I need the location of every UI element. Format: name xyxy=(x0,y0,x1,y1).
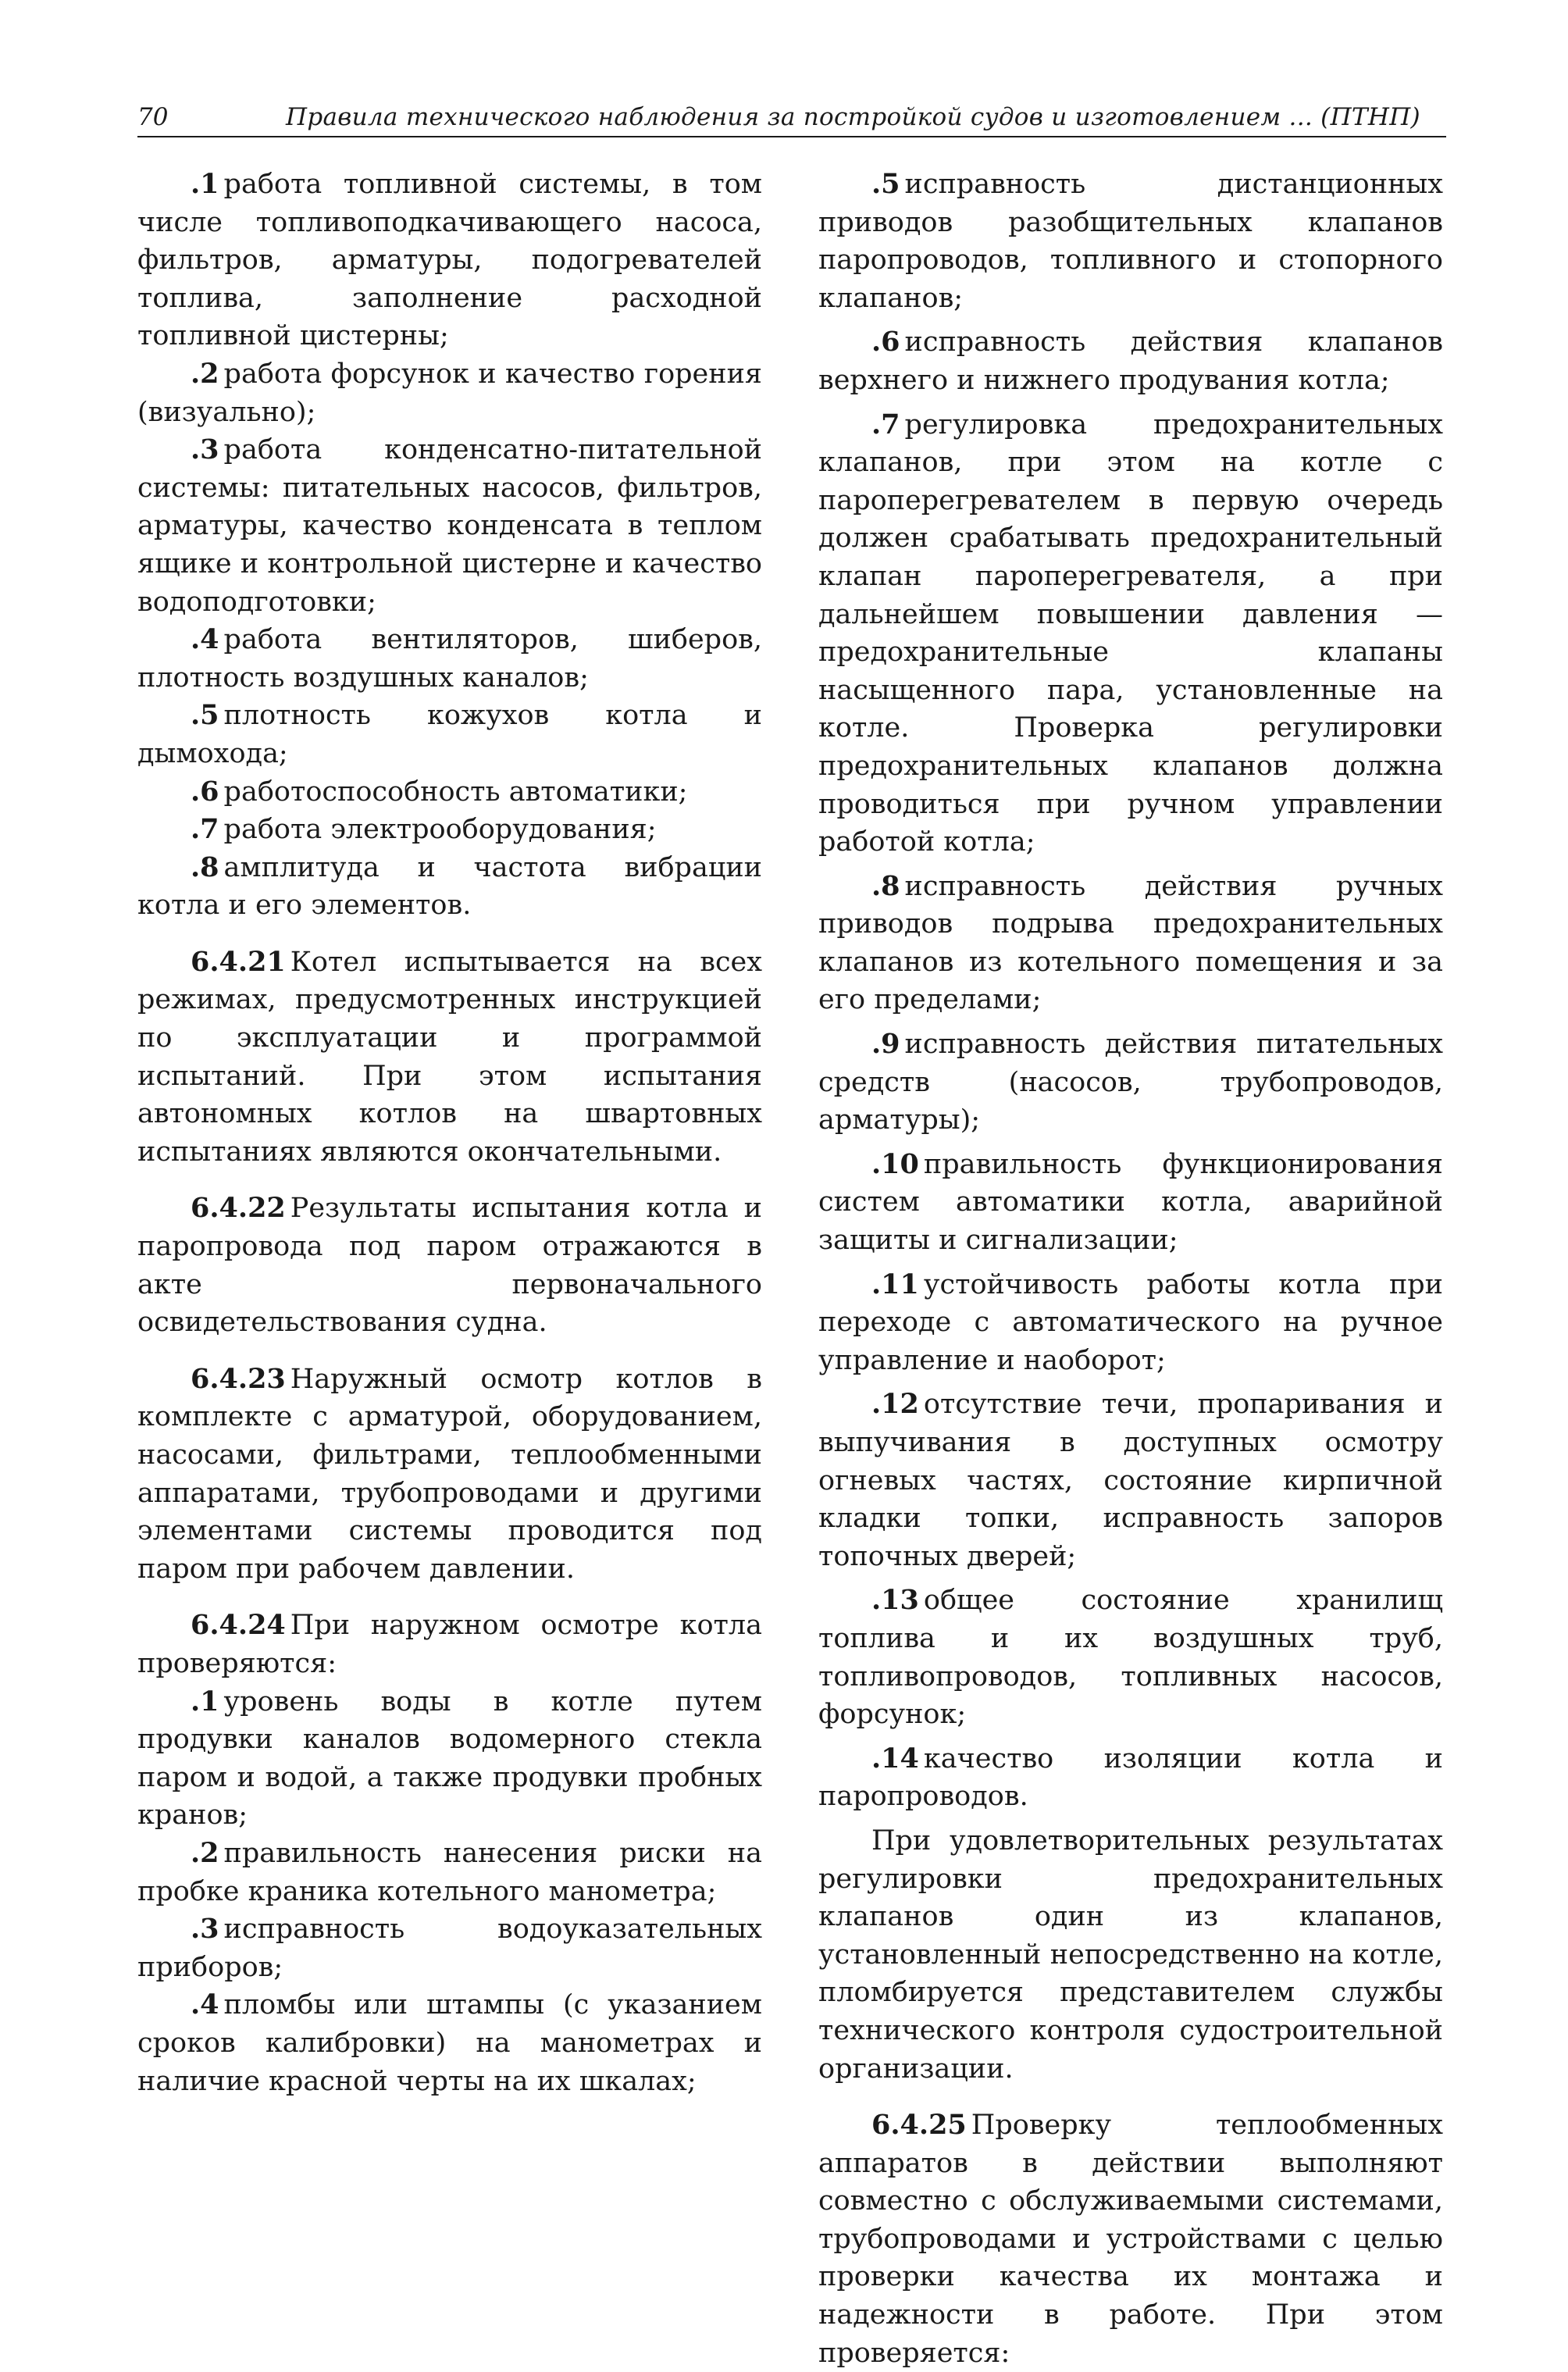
list-item xyxy=(818,406,1443,861)
section-paragraph xyxy=(137,1607,762,1682)
item-text: общее состояние хранилищ топлива и их воздушных труб, топливопроводов, топливных насосов, форсунок; xyxy=(818,1585,1443,1731)
item-number: .3 xyxy=(191,1913,219,1946)
section-paragraph xyxy=(137,943,762,1172)
list-item xyxy=(818,1025,1443,1140)
item-text: правильность функционирования систем автоматики котла, аварийной защиты и сигнализации; xyxy=(818,1148,1443,1257)
item-text: Результаты испытания котла и паропровода под паром отражаются в акте первоначального освидетельствования судна. xyxy=(137,1193,762,1339)
list-item xyxy=(818,1386,1443,1575)
list-item xyxy=(818,1740,1443,1816)
item-text: работа электрооборудования; xyxy=(223,814,657,846)
item-text: При удовлетворительных результатах регулировки предохранительных клапанов один из клапанов, установленный непосредственно на котле, пломбируется представителем службы технического контроля судостроительной организации. xyxy=(818,1824,1443,2085)
list-item xyxy=(137,697,762,772)
item-number: .7 xyxy=(871,408,900,441)
list-item xyxy=(137,166,762,355)
item-text: работа вентиляторов, шиберов, плотность воздушных каналов; xyxy=(137,624,762,694)
item-text: уровень воды в котле путем продувки каналов водомерного стекла паром и водой, а также продувки пробных кранов; xyxy=(137,1685,762,1832)
list-item xyxy=(137,849,762,925)
list-item xyxy=(137,1683,762,1835)
page-number: 70 xyxy=(137,103,169,131)
item-number: .5 xyxy=(191,699,219,732)
item-number: 6.4.24 xyxy=(191,1609,286,1642)
list-item xyxy=(137,1986,762,2100)
item-number: .7 xyxy=(191,813,219,846)
list-item xyxy=(137,811,762,849)
item-text: пломбы или штампы (с указанием сроков калибровки) на манометрах и наличие красной черты на их шкалах; xyxy=(137,1989,762,2097)
list-item xyxy=(137,431,762,621)
running-title: Правила технического наблюдения за постройкой судов и изготовлением ... (ПТНП) xyxy=(286,103,1420,131)
list-item xyxy=(818,166,1443,317)
item-text: плотность кожухов котла и дымохода; xyxy=(137,700,762,769)
item-text: исправность действия питательных средств (насосов, трубопроводов, арматуры); xyxy=(818,1029,1443,1136)
item-number: .14 xyxy=(871,1742,919,1775)
item-number: .12 xyxy=(871,1388,919,1421)
item-text: качество изоляции котла и паропроводов. xyxy=(818,1742,1443,1813)
list-item xyxy=(137,773,762,811)
list-item xyxy=(137,621,762,697)
item-number: .2 xyxy=(191,357,219,390)
item-number: .13 xyxy=(871,1584,919,1617)
item-text: При наружном осмотре котла проверяются: xyxy=(137,1610,762,1679)
list-item xyxy=(818,1822,1443,2088)
item-number: .5 xyxy=(871,168,900,200)
left-column xyxy=(137,166,762,2100)
item-number: .3 xyxy=(191,433,219,466)
item-text: исправность действия клапанов верхнего и нижнего продувания котла; xyxy=(818,326,1443,396)
list-item xyxy=(137,355,762,431)
item-number: .2 xyxy=(191,1836,219,1869)
list-item xyxy=(818,323,1443,399)
section-paragraph xyxy=(818,2106,1443,2372)
item-number: 6.4.22 xyxy=(191,1192,286,1225)
item-number: .6 xyxy=(871,326,900,358)
item-text: устойчивость работы котла при переходе с автоматического на ручное управление и наоборот; xyxy=(818,1268,1443,1376)
item-number: .1 xyxy=(191,168,219,200)
item-text: работа топливной системы, в том числе топливоподкачивающего насоса, фильтров, арматуры, подогревателей топлива, заполнение расходной топливной цистерны; xyxy=(137,169,762,352)
item-number: 6.4.25 xyxy=(871,2109,967,2142)
item-text: исправность дистанционных приводов разобщительных клапанов паропроводов, топливного и стопорного клапанов; xyxy=(818,169,1443,314)
item-text: правильность нанесения риски на пробке краника котельного манометра; xyxy=(137,1837,762,1907)
item-text: Наружный осмотр котлов в комплекте с арматурой, оборудованием, насосами, фильтрами, теплообменными аппаратами, трубопроводами и другими элементами системы проводится под паром при рабочем давлении. xyxy=(137,1363,762,1585)
section-paragraph xyxy=(137,1361,762,1589)
item-text: Проверку теплообменных аппаратов в действии выполняют совместно с обслуживаемыми системами, трубопроводами и устройствами с целью проверки качества их монтажа и надежности в работе. При этом проверяется: xyxy=(818,2110,1443,2369)
item-number: .1 xyxy=(191,1685,219,1717)
item-number: 6.4.23 xyxy=(191,1362,286,1395)
item-number: .10 xyxy=(871,1147,919,1180)
list-item xyxy=(818,1266,1443,1380)
item-number: 6.4.21 xyxy=(191,945,286,978)
list-item xyxy=(818,1146,1443,1260)
list-item xyxy=(137,1835,762,1910)
item-text: регулировка предохранительных клапанов, при этом на котле с пароперегревателем в первую очередь должен срабатывать предохранительный клапан пароперегревателя, а при дальнейшем повышении давления — предохранительные клапаны насыщенного пара, установленные на котле. Проверка регулировки предохранительных клапанов должна проводиться при ручном управлении работой котла; xyxy=(818,408,1443,858)
item-text: исправность действия ручных приводов подрыва предохранительных клапанов из котельного помещения и за его пределами; xyxy=(818,870,1443,1016)
item-number: .8 xyxy=(871,869,900,902)
item-text: работа конденсатно-питательной системы: питательных насосов, фильтров, арматуры, качество конденсата в теплом ящике и контрольной цистерне и качество водоподготовки; xyxy=(137,434,762,618)
item-number: .6 xyxy=(191,775,219,808)
right-column xyxy=(818,166,1443,2372)
item-number: .9 xyxy=(871,1028,900,1061)
item-text: амплитуда и частота вибрации котла и его элементов. xyxy=(137,851,762,922)
list-item xyxy=(137,1910,762,1986)
item-number: .4 xyxy=(191,623,219,656)
page-header xyxy=(137,100,1446,137)
section-paragraph xyxy=(137,1190,762,1341)
item-text: Котел испытывается на всех режимах, предусмотренных инструкцией по эксплуатации и программой испытаний. При этом испытания автономных котлов на швартовных испытаниях являются окончательными. xyxy=(137,946,762,1168)
item-text: работоспособность автоматики; xyxy=(223,776,688,808)
list-item xyxy=(818,1582,1443,1733)
list-item xyxy=(818,868,1443,1019)
item-text: отсутствие течи, пропаривания и выпучивания в доступных осмотру огневых частях, состояние кирпичной кладки топки, исправность запоров топочных дверей; xyxy=(818,1389,1443,1572)
item-number: .8 xyxy=(191,851,219,883)
item-number: .11 xyxy=(871,1268,919,1300)
item-number: .4 xyxy=(191,1989,219,2021)
item-text: исправность водоуказательных приборов; xyxy=(137,1914,762,1983)
item-text: работа форсунок и качество горения (визуально); xyxy=(137,358,762,428)
